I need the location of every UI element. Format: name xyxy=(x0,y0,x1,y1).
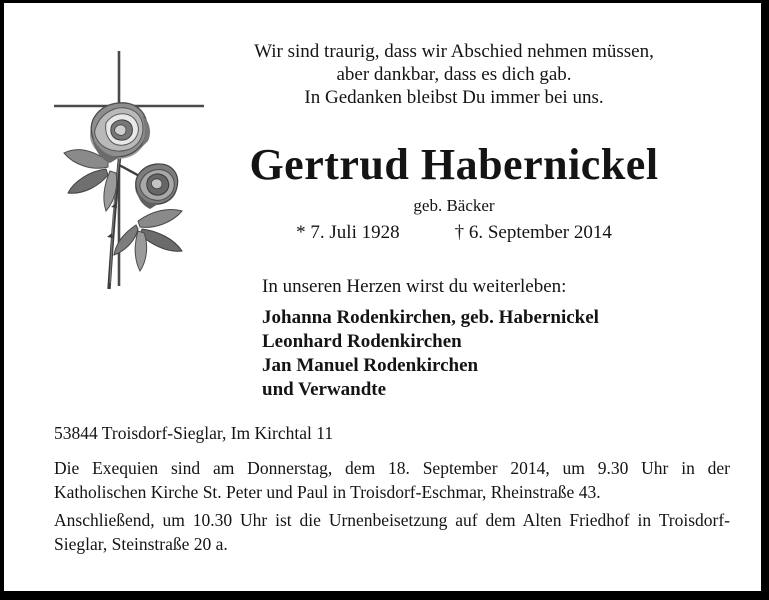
paragraph-line: Katholischen Kirche St. Peter und Paul in Troisdorf-Eschmar, Rheinstraße 43. xyxy=(54,481,601,502)
paragraph-line: Die Exequien sind am Donnerstag, dem 18. September 2014, um 9.30 Uhr in der xyxy=(54,458,730,478)
epigraph xyxy=(154,40,754,109)
life-dates xyxy=(154,221,754,244)
exequien-paragraph xyxy=(54,457,730,504)
mourner-name: und Verwandte xyxy=(262,379,387,400)
mourner-name: Johanna Rodenkirchen, geb. Habernickel xyxy=(262,307,599,328)
urnenbeisetzung-paragraph xyxy=(54,509,730,556)
maiden-name: geb. Bäcker xyxy=(413,196,495,215)
deceased-name: Gertrud Habernickel xyxy=(249,140,659,189)
epigraph-line: aber dankbar, dass es dich gab. xyxy=(336,64,572,85)
address-line: 53844 Troisdorf-Sieglar, Im Kirchtal 11 xyxy=(54,423,334,443)
epigraph-line: Wir sind traurig, dass wir Abschied nehmen müssen, xyxy=(254,41,654,62)
mourner-name: Leonhard Rodenkirchen xyxy=(262,331,462,352)
mourners-section xyxy=(262,275,599,402)
mourners-intro: In unseren Herzen wirst du weiterleben: xyxy=(262,276,567,297)
epigraph-line: In Gedanken bleibst Du immer bei uns. xyxy=(304,87,604,108)
paragraph-line: Sieglar, Steinstraße 20 a. xyxy=(54,533,228,554)
mourner-name: Jan Manuel Rodenkirchen xyxy=(262,355,479,376)
birth-date: * 7. Juli 1928 xyxy=(296,222,400,243)
paragraph-line: Anschließend, um 10.30 Uhr ist die Urnenbeisetzung auf dem Alten Friedhof in Troisdorf- xyxy=(54,510,730,530)
death-date: † 6. September 2014 xyxy=(454,222,612,243)
